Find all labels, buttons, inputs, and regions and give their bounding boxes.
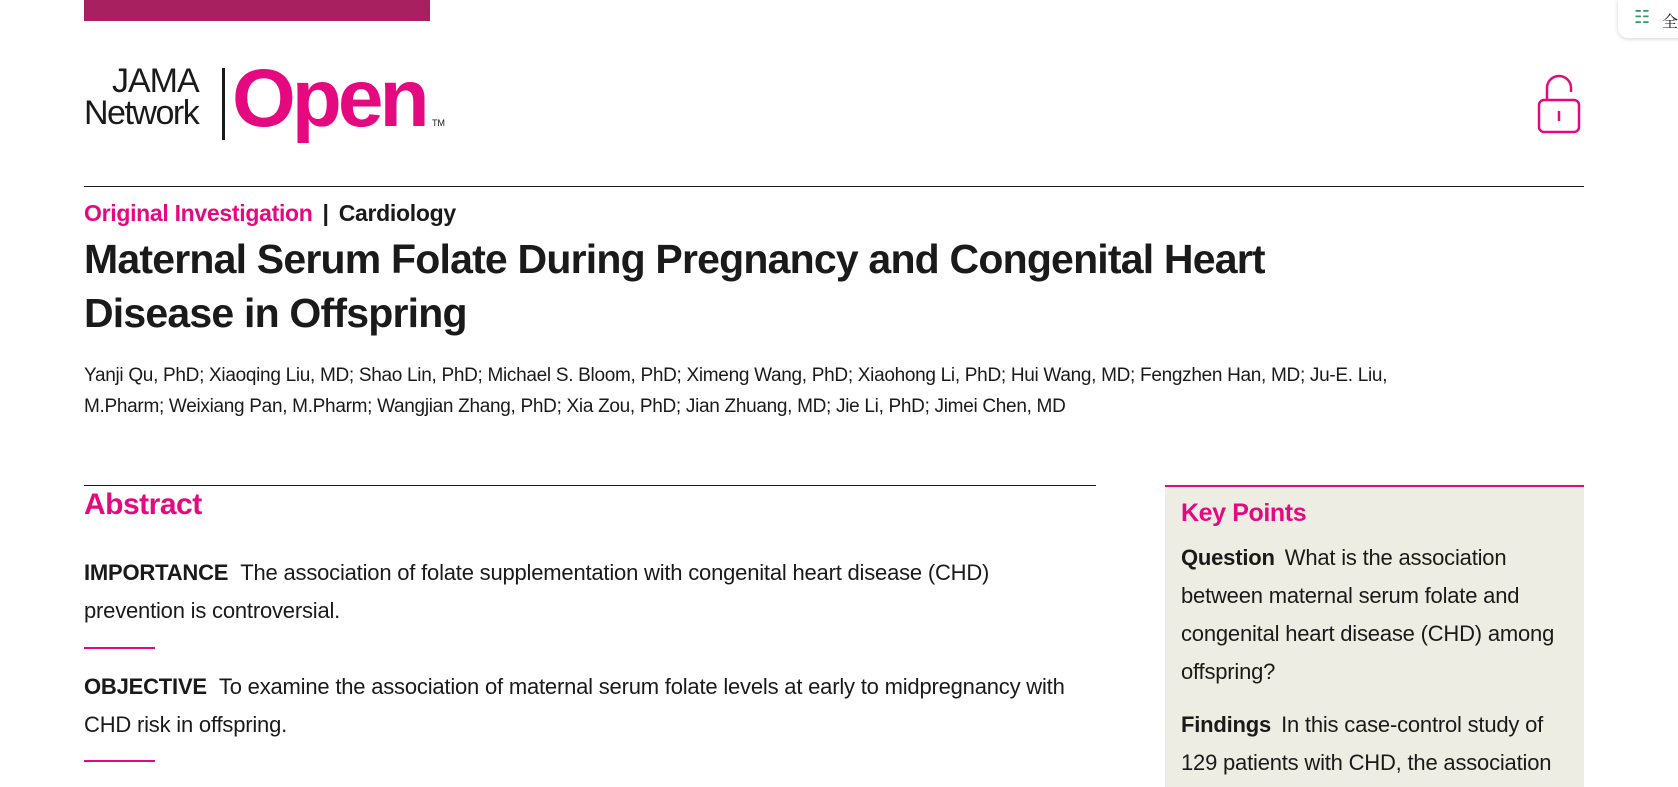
article-type[interactable]: Original Investigation — [84, 200, 313, 226]
article-kicker — [84, 200, 456, 227]
header-color-bar — [84, 0, 430, 21]
logo-trademark: TM — [432, 118, 445, 128]
translate-icon: ☷ — [1634, 7, 1651, 27]
section-divider — [84, 760, 155, 762]
jama-network-open-logo[interactable] — [84, 53, 464, 144]
logo-jama-text: JAMA — [112, 62, 199, 100]
author-list: Yanji Qu, PhD; Xiaoqing Liu, MD; Shao Lin, PhD; Michael S. Bloom, PhD; Ximeng Wang, PhD; Xiaohong Li, PhD; Hui Wang, MD; Fengzhen Han, MD; Ju-E. Liu, M.Pharm; Weixiang Pan, M.Pharm; Wangjian Zhang, PhD; Xia Zou, PhD; Jian Zhuang, MD; Jie Li, PhD; Jimei Chen, MD — [84, 365, 1388, 417]
question-text: What is the association between maternal serum folate and congenital heart disease (CHD) among offspring? — [1181, 545, 1555, 684]
key-points-findings — [1181, 706, 1561, 782]
key-points-heading: Key Points — [1181, 499, 1307, 527]
section-divider — [84, 647, 155, 649]
translate-label: 全 — [1662, 14, 1678, 31]
abstract-divider — [84, 485, 1096, 486]
logo-divider — [222, 68, 225, 140]
objective-text: To examine the association of maternal serum folate levels at early to midpregnancy with CHD risk in offspring. — [84, 674, 1065, 737]
question-label: Question — [1181, 545, 1275, 570]
abstract-importance — [84, 554, 1084, 630]
translate-widget[interactable] — [1618, 0, 1678, 38]
kicker-separator: | — [322, 200, 329, 226]
article-section[interactable]: Cardiology — [338, 200, 456, 226]
logo-network-text: Network — [84, 94, 199, 132]
abstract-objective — [84, 668, 1084, 744]
importance-label: IMPORTANCE — [84, 560, 229, 585]
abstract-heading: Abstract — [84, 488, 202, 521]
findings-label: Findings — [1181, 712, 1272, 737]
open-access-lock-icon — [1537, 70, 1581, 134]
key-points-box — [1165, 485, 1584, 787]
importance-text: The association of folate supplementation with congenital heart disease (CHD) prevention is controversial. — [84, 560, 990, 623]
article-title: Maternal Serum Folate During Pregnancy and Congenital Heart Disease in Offspring — [84, 236, 1265, 336]
findings-text: In this case-control study of 129 patients with CHD, the association — [1181, 712, 1552, 775]
logo-open-text: Open — [232, 53, 426, 144]
key-points-question — [1181, 539, 1561, 691]
header-divider — [84, 186, 1584, 187]
objective-label: OBJECTIVE — [84, 674, 207, 699]
